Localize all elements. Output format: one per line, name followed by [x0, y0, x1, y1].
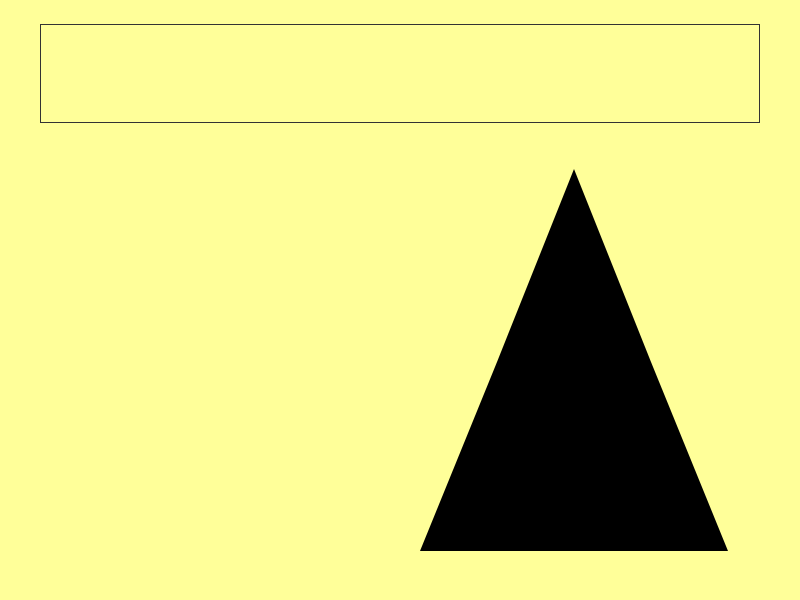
- pyramid-top-tier: [497, 169, 651, 362]
- pyramid-bottom-tier: [420, 362, 728, 551]
